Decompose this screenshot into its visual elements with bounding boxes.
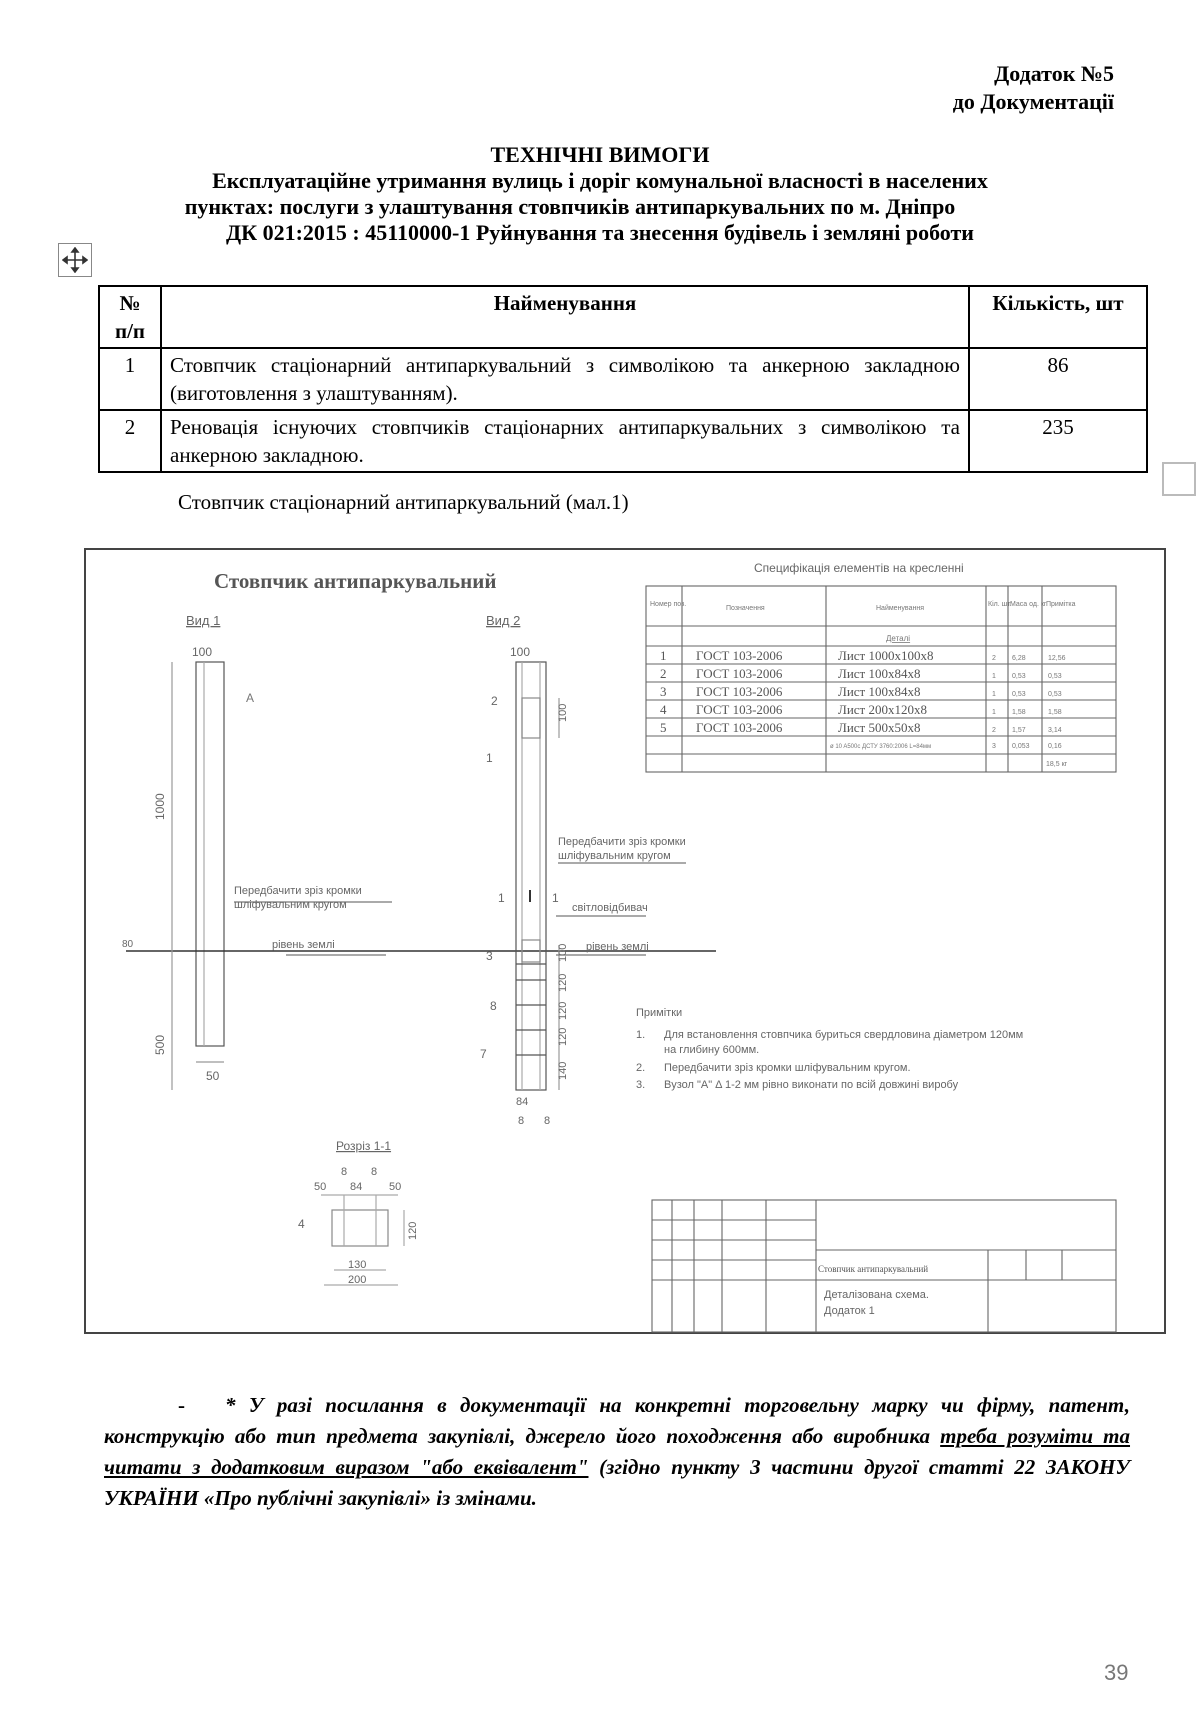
spec-name: Лист 100х84х8 [838,666,921,681]
row-quantity: 86 [969,348,1147,410]
note-text: Для встановлення стовпчика буриться свердловина діаметром 120мм [664,1029,1024,1041]
spec-note: 3,14 [1048,727,1062,734]
spec-note: 0,53 [1048,673,1062,680]
header-quantity: Кількість, шт [969,286,1147,348]
spec-code: ГОСТ 103-2006 [696,702,783,717]
table-resize-handle-icon[interactable] [1162,462,1196,496]
dim-label: 8 [341,1166,348,1178]
dim-label: 100 [557,703,569,722]
appendix-line1: Додаток №5 [994,61,1114,86]
spec-title: Специфікація елементів на кресленні [754,561,964,575]
footnote-part1: * У разі посилання в документації на конкретні торговельну марку чи фірму, патент, конструкцію або тип предмета закупівлі, джерело його походження або виробника [104,1393,1130,1448]
dim-label: 100 [192,645,213,659]
spec-name: Лист 1000х100х8 [838,648,934,663]
spec-extra-mass: 0,053 [1012,743,1030,750]
stamp-name: Стовпчик антипаркувальний [818,1264,929,1274]
note-text: Вузол "А" Δ 1-2 мм рівно виконати по всій довжині виробу [664,1079,959,1091]
spec-pos: 4 [660,702,667,717]
dim-label: 120 [557,973,569,992]
spec-mass: 1,58 [1012,709,1026,716]
edge-note-view2-l1: Передбачити зріз кромки [558,836,686,848]
header-name: Найменування [161,286,969,348]
edge-note-view1-l1: Передбачити зріз кромки [234,885,362,897]
spec-total: 18,5 кг [1046,761,1068,768]
marker: 2 [491,694,498,708]
title-main: ТЕХНІЧНІ ВИМОГИ [490,142,710,167]
spec-mass: 0,53 [1012,673,1026,680]
spec-pos: 1 [660,648,667,663]
title-line2: Експлуатаційне утримання вулиць і доріг комунальної власності в населених [212,168,988,193]
spec-code: ГОСТ 103-2006 [696,666,783,681]
dim-label: 1000 [153,793,167,820]
footnote-marker: - [178,1393,185,1417]
label-a: А [246,691,255,705]
spec-header: Кіл. шт. [988,601,1012,608]
dim-label: 100 [557,943,569,962]
notes-title: Примітки [636,1007,683,1019]
spec-mass: 1,57 [1012,727,1026,734]
title-line3: пунктах: послуги з улаштування стовпчиків антипаркувальних по м. Дніпро [184,194,956,219]
appendix-header [953,60,1114,116]
spec-pos: 2 [660,666,667,681]
footnote-underlined: треба розуміти та читати з додатковим виразом "або еквівалент" [104,1424,1131,1479]
post-view2 [516,662,546,1090]
spec-note: 0,53 [1048,691,1062,698]
dim-label: 200 [348,1274,367,1286]
marker: 8 [490,999,497,1013]
spec-table [646,561,1116,772]
spec-code: ГОСТ 103-2006 [696,684,783,699]
table-row [99,348,1147,410]
spec-qty: 1 [992,691,996,698]
dim-label: 500 [153,1034,167,1055]
reflector-label: світловідбивач [572,902,648,914]
spec-extra-qty: 3 [992,743,996,750]
marker: 7 [480,1047,487,1061]
spec-code: ГОСТ 103-2006 [696,720,783,735]
table-row [99,410,1147,472]
section-label: Розріз 1-1 [336,1139,392,1153]
dim-label: 84 [350,1181,363,1193]
marker: 4 [298,1217,305,1231]
marker: 1 [552,891,559,905]
marker: 3 [486,949,493,963]
dim-label: 80 [122,939,134,950]
spec-header: Найменування [876,605,924,612]
dim-label: 50 [206,1069,220,1083]
figure-caption: Стовпчик стаціонарний антипаркувальний (мал.1) [178,490,629,514]
dim-label: 120 [557,1001,569,1020]
row-number: 2 [99,410,161,472]
page-number: 39 [1104,1660,1129,1685]
note-text: Передбачити зріз кромки шліфувальним кругом. [664,1062,911,1074]
post-view1 [196,662,224,1046]
dim-label: 50 [314,1181,327,1193]
spec-header: Позначення [726,605,765,612]
marker: 1 [486,751,493,765]
note-num: 3. [636,1079,646,1091]
dim-label: 84 [516,1096,529,1108]
view2-label: Вид 2 [486,613,521,628]
ground-level-label: рівень землі [272,939,335,951]
header-number: № п/п [99,286,161,348]
dim-label: 120 [557,1027,569,1046]
footnote [104,1390,1130,1514]
row-name: Стовпчик стаціонарний антипаркувальний з символікою та анкерною закладною (виготовлення з улаштуванням). [161,348,969,410]
title-block [652,1200,1116,1332]
spec-header: Номер поз. [650,601,687,608]
section-1-1 [332,1210,388,1246]
marker: 1 [498,891,505,905]
spec-qty: 1 [992,673,996,680]
spec-pos: 3 [660,684,667,699]
dim-label: 50 [389,1181,402,1193]
technical-drawing [84,548,1166,1334]
drawing-title: Стовпчик антипаркувальний [214,569,497,593]
appendix-line2: до Документації [952,89,1114,114]
row-number: 1 [99,348,161,410]
table-move-handle-icon[interactable] [58,243,92,277]
note-num: 1. [636,1029,646,1041]
items-table [98,285,1148,473]
edge-note-view1-l2: шліфувальним кругом [234,899,347,911]
edge-note-view2-l2: шліфувальним кругом [558,850,671,862]
note-num: 2. [636,1062,646,1074]
spec-extra-note: 0,16 [1048,743,1062,750]
ground-level-label-2: рівень землі [586,941,649,953]
spec-qty: 2 [992,727,996,734]
stamp-desc-l1: Деталізована схема. [824,1289,929,1301]
spec-note: 1,58 [1048,709,1062,716]
footnote-part2: (згідно пункту 3 частини другої статті 22 ЗАКОНУ УКРАЇНИ «Про публічні закупівлі» із змінами. [104,1455,1130,1510]
note-text: на глибину 600мм. [664,1044,760,1056]
dim-label: 8 [518,1115,525,1127]
spec-subheader: Деталі [886,634,911,643]
table-header-row [99,286,1147,348]
drawing-canvas [86,550,1168,1336]
row-quantity: 235 [969,410,1147,472]
row-name: Реновація існуючих стовпчиків стаціонарних антипаркувальних з символікою та анкерною закладною. [161,410,969,472]
spec-pos: 5 [660,720,667,735]
spec-mass: 6,28 [1012,655,1026,662]
spec-name: Лист 100х84х8 [838,684,921,699]
spec-header: Примітка [1046,601,1076,608]
drawing-notes [636,1007,1023,1091]
spec-header: Маса од. кг [1010,601,1047,608]
dim-label: 8 [544,1115,551,1127]
view1-label: Вид 1 [186,613,221,628]
stamp-desc-l2: Додаток 1 [824,1305,875,1317]
document-title [0,142,1200,246]
spec-name: Лист 200х120х8 [838,702,927,717]
dim-label: 140 [557,1061,569,1080]
title-line4: ДК 021:2015 : 45110000-1 Руйнування та знесення будівель і земляні роботи [226,220,974,245]
spec-qty: 2 [992,655,996,662]
spec-qty: 1 [992,709,996,716]
dim-label: 100 [510,645,531,659]
dim-label: 120 [407,1221,419,1240]
spec-name: Лист 500х50х8 [838,720,921,735]
dim-label: 130 [348,1259,367,1271]
spec-mass: 0,53 [1012,691,1026,698]
spec-note: 12,56 [1048,655,1066,662]
spec-code: ГОСТ 103-2006 [696,648,783,663]
spec-extra-name: ø 10 A500с ДСТУ 3760:2006 L=84мм [830,744,932,750]
dim-label: 8 [371,1166,378,1178]
